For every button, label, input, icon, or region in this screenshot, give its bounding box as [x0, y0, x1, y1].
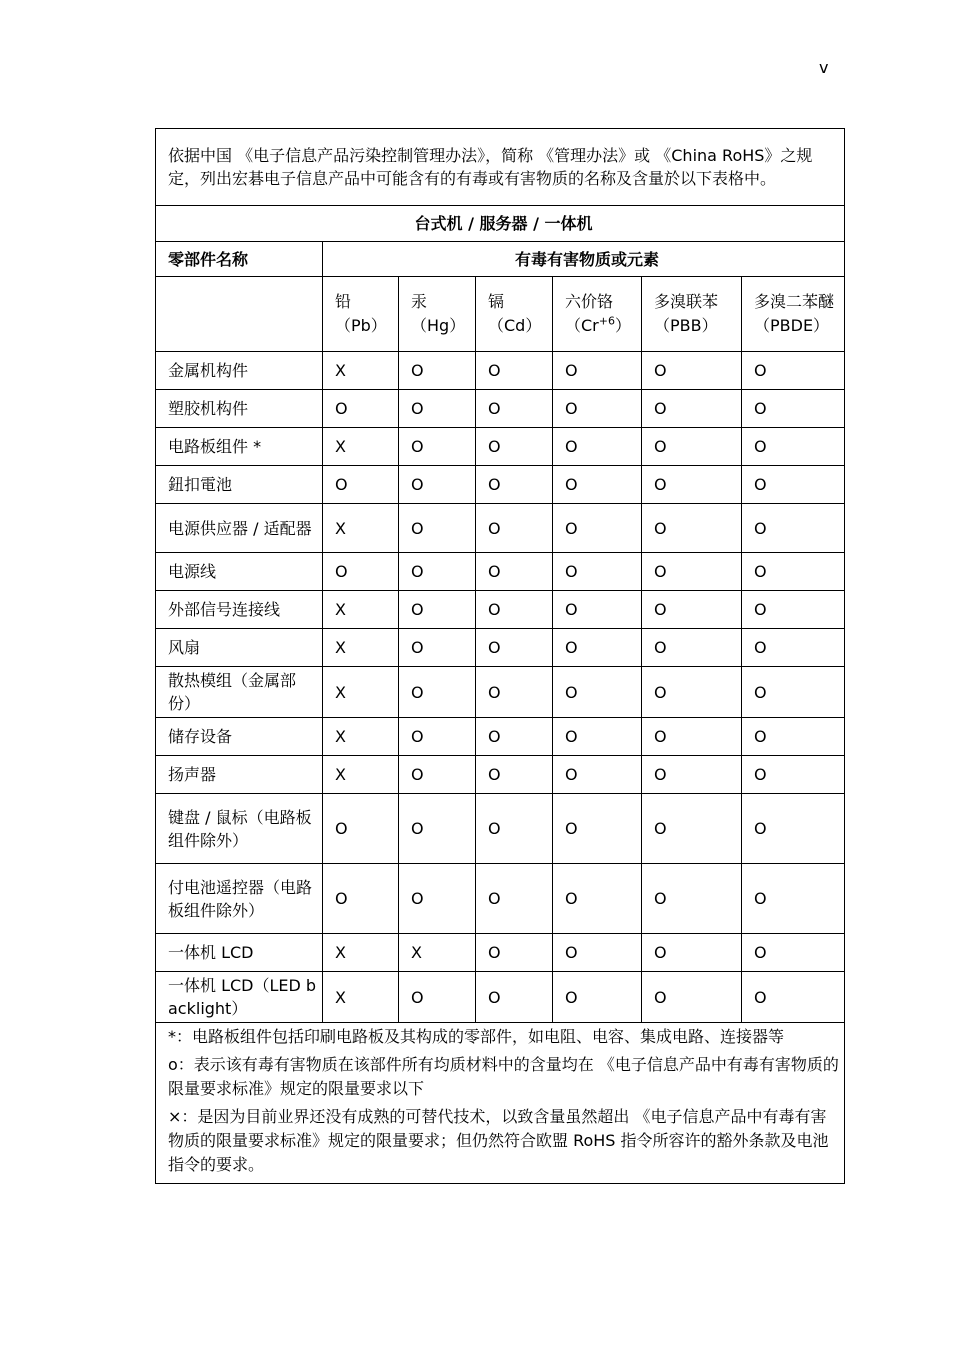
substance-value: O [553, 667, 642, 718]
column-header-cr6 [553, 277, 642, 352]
column-name: 镉 [488, 292, 505, 311]
part-name: 电路板组件 * [156, 428, 323, 466]
substance-value: O [742, 667, 845, 718]
table-row [156, 591, 845, 629]
part-name: 鈕扣電池 [156, 466, 323, 504]
part-name: 一体机 LCD [156, 934, 323, 972]
substance-value: X [323, 428, 399, 466]
table-row [156, 756, 845, 794]
section-title: 台式机 / 服务器 / 一体机 [156, 206, 845, 242]
notes-cell [156, 1023, 845, 1184]
substance-value: O [742, 428, 845, 466]
substance-value: O [399, 794, 476, 864]
substance-value: O [553, 466, 642, 504]
substances-header: 有毒有害物质或元素 [323, 242, 845, 277]
substance-value: X [323, 504, 399, 553]
substance-value: O [476, 756, 553, 794]
table-row [156, 794, 845, 864]
substance-value: O [399, 591, 476, 629]
table-row [156, 718, 845, 756]
page-number: v [819, 58, 829, 77]
table-row [156, 390, 845, 428]
column-name: 铅 [335, 292, 352, 311]
part-name: 金属机构件 [156, 352, 323, 390]
substance-value: X [323, 591, 399, 629]
substance-value: O [553, 718, 642, 756]
substance-value: O [553, 352, 642, 390]
part-name: 电源线 [156, 553, 323, 591]
substance-value: O [399, 756, 476, 794]
substance-value: O [399, 428, 476, 466]
substance-value: O [742, 718, 845, 756]
column-symbol: （Pb） [335, 316, 387, 335]
note-o: o：表示该有毒有害物质在该部件所有均质材料中的含量均在 《电子信息产品中有毒有害物质的限量要求标准》规定的限量要求以下 [168, 1055, 839, 1098]
column-name: 六价铬 [565, 292, 614, 311]
substance-value: O [742, 629, 845, 667]
table-row [156, 972, 845, 1023]
substance-value: O [476, 667, 553, 718]
column-name: 多溴联苯 [654, 292, 719, 311]
substance-value: O [642, 428, 742, 466]
substance-value: O [476, 466, 553, 504]
substance-value: O [742, 553, 845, 591]
part-name-header: 零部件名称 [156, 242, 323, 277]
substance-value: O [742, 504, 845, 553]
table-rows [156, 352, 845, 1023]
substance-value: O [323, 553, 399, 591]
column-header-pb [323, 277, 399, 352]
substance-value: O [476, 972, 553, 1023]
substance-value: O [642, 629, 742, 667]
substance-value: O [642, 972, 742, 1023]
substance-value: O [553, 864, 642, 934]
substance-value: O [553, 553, 642, 591]
column-header-pbde [742, 277, 845, 352]
substance-value: O [642, 667, 742, 718]
substance-value: X [323, 352, 399, 390]
substance-value: O [476, 864, 553, 934]
substance-value: O [742, 794, 845, 864]
substance-value: O [642, 390, 742, 428]
column-symbol: （PBB） [654, 316, 718, 335]
substance-value: O [399, 390, 476, 428]
note-asterisk: *：电路板组件包括印刷电路板及其构成的零部件，如电阻、电容、集成电路、连接器等 [168, 1027, 785, 1046]
column-symbol: （PBDE） [754, 316, 830, 335]
substance-value: O [553, 756, 642, 794]
substance-value: O [476, 718, 553, 756]
substance-value: O [642, 934, 742, 972]
substance-value: O [642, 718, 742, 756]
substance-value: O [476, 629, 553, 667]
table-row [156, 553, 845, 591]
substance-value: O [476, 794, 553, 864]
part-name: 一体机 LCD（LED backlight） [156, 972, 323, 1023]
table-row [156, 504, 845, 553]
substance-value: O [553, 504, 642, 553]
substance-value: O [553, 591, 642, 629]
substance-value: O [476, 504, 553, 553]
substance-value: O [399, 553, 476, 591]
substance-value: X [323, 718, 399, 756]
symbol-superscript: +6 [598, 314, 615, 328]
substance-value: O [553, 934, 642, 972]
table-row [156, 629, 845, 667]
substance-value: O [323, 864, 399, 934]
substance-value: O [323, 390, 399, 428]
note-x: ×：是因为目前业界还没有成熟的可替代技术，以致含量虽然超出 《电子信息产品中有毒有害物质的限量要求标准》规定的限量要求；但仍然符合欧盟 RoHS 指令所容许的豁外条款及电池指令的要求。 [168, 1107, 829, 1174]
substance-value: O [476, 591, 553, 629]
column-symbol [565, 314, 636, 338]
substance-value: X [323, 972, 399, 1023]
substance-value: X [323, 629, 399, 667]
rohs-substance-table [155, 128, 845, 1184]
substance-value: O [399, 504, 476, 553]
column-name: 多溴二苯醚 [754, 292, 835, 311]
substance-value: O [642, 504, 742, 553]
substance-value: O [399, 864, 476, 934]
part-name: 散热模组（金属部份） [156, 667, 323, 718]
substance-value: O [742, 934, 845, 972]
symbol-post: ） [614, 316, 631, 335]
substance-value: X [399, 934, 476, 972]
substance-value: O [399, 352, 476, 390]
substance-value: O [642, 553, 742, 591]
substance-value: O [399, 718, 476, 756]
substance-value: O [742, 972, 845, 1023]
table-row [156, 352, 845, 390]
part-name: 储存设备 [156, 718, 323, 756]
intro-text: 依据中国 《电子信息产品污染控制管理办法》，简称 《管理办法》或 《China RoHS》之规定，列出宏碁电子信息产品中可能含有的有毒或有害物质的名称及含量於以下表格中。 [156, 129, 845, 206]
table-row [156, 466, 845, 504]
substance-value: O [399, 629, 476, 667]
substance-value: O [553, 794, 642, 864]
substance-value: X [323, 756, 399, 794]
column-header-cd [476, 277, 553, 352]
substance-value: O [553, 972, 642, 1023]
substance-value: O [476, 352, 553, 390]
substance-value: O [642, 352, 742, 390]
table-row [156, 667, 845, 718]
table-row [156, 934, 845, 972]
column-header-hg [399, 277, 476, 352]
column-symbol: （Cd） [488, 316, 542, 335]
substance-value: O [553, 629, 642, 667]
substance-value: O [642, 864, 742, 934]
part-name: 扬声器 [156, 756, 323, 794]
substance-value: O [742, 466, 845, 504]
substance-value: O [399, 667, 476, 718]
substance-value: O [399, 466, 476, 504]
substance-value: O [476, 553, 553, 591]
table-row [156, 428, 845, 466]
substance-value: O [742, 864, 845, 934]
part-name: 塑胶机构件 [156, 390, 323, 428]
column-header-pbb [642, 277, 742, 352]
column-symbol: （Hg） [411, 316, 466, 335]
substance-value: O [553, 428, 642, 466]
symbol-pre: （Cr [565, 316, 599, 335]
substance-value: O [742, 390, 845, 428]
substance-value: O [399, 972, 476, 1023]
substance-value: O [642, 591, 742, 629]
substance-value: O [323, 794, 399, 864]
part-name: 外部信号连接线 [156, 591, 323, 629]
column-name: 汞 [411, 292, 428, 311]
blank-header-cell [156, 277, 323, 352]
part-name: 付电池遥控器（电路板组件除外） [156, 864, 323, 934]
part-name: 风扇 [156, 629, 323, 667]
substance-value: O [742, 756, 845, 794]
substance-value: O [742, 591, 845, 629]
part-name: 电源供应器 / 适配器 [156, 504, 323, 553]
table-row [156, 864, 845, 934]
substance-value: O [742, 352, 845, 390]
substance-value: O [476, 934, 553, 972]
substance-value: O [642, 466, 742, 504]
substance-value: X [323, 667, 399, 718]
substance-value: O [642, 794, 742, 864]
substance-value: O [642, 756, 742, 794]
substance-value: O [476, 390, 553, 428]
part-name: 键盘 / 鼠标（电路板组件除外） [156, 794, 323, 864]
substance-value: O [323, 466, 399, 504]
substance-value: O [553, 390, 642, 428]
substance-value: X [323, 934, 399, 972]
substance-value: O [476, 428, 553, 466]
